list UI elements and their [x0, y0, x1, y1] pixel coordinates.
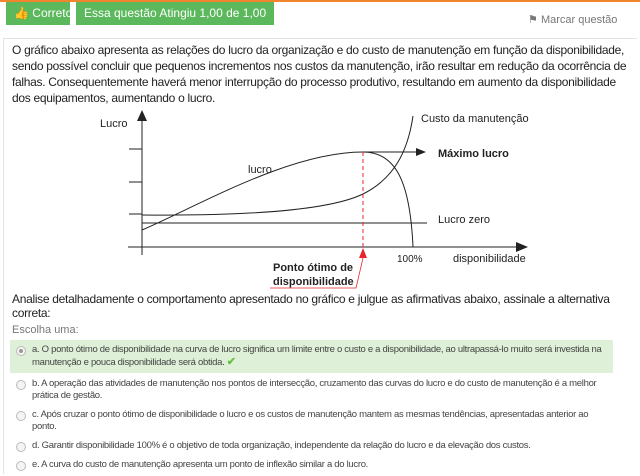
score-badge: Essa questão Atingiu 1,00 de 1,00: [76, 2, 274, 25]
radio-button[interactable]: [16, 442, 26, 452]
x-axis-label: disponibilidade: [453, 253, 526, 265]
optimum-label-line1: Ponto ótimo de: [273, 262, 354, 274]
thumbs-up-icon: 👍: [14, 6, 29, 20]
flag-label: Marcar questão: [540, 14, 618, 26]
radio-button[interactable]: [16, 461, 26, 471]
answer-section: [0, 292, 640, 476]
answer-option-a[interactable]: [10, 340, 613, 373]
choose-label: Escolha uma:: [12, 324, 79, 336]
option-text: e. A curva do custo de manutenção apresenta um ponto de inflexão similar a do lucro.: [32, 459, 369, 470]
radio-button[interactable]: [16, 380, 26, 390]
max-profit-label: Máximo lucro: [438, 148, 509, 160]
zero-profit-label: Lucro zero: [438, 214, 490, 226]
answer-option-e[interactable]: [10, 457, 613, 473]
radio-button[interactable]: [16, 411, 26, 421]
question-text: O gráfico abaixo apresenta as relações do lucro da organização e do custo de manutenção em função da disponibilidade, sendo possível concluir que pequenos incrementos nos custos da manutenção, irão resultar em redução da ocorrência de falhas. Consequentemente haverá menor interrupção do processo produtivo, resultando em aumento da disponibilidade dos equipamentos, aumentando o lucro.: [12, 43, 627, 105]
option-text: c. Após cruzar o ponto ótimo de disponibilidade o lucro e os custos de manutenção mantem as mesmas tendências, apresentadas anterior ao ponto.: [32, 409, 589, 432]
checkmark-icon: ✔: [226, 356, 236, 368]
profit-curve-label: lucro: [248, 164, 272, 176]
radio-button[interactable]: [16, 346, 26, 356]
maintenance-cost-curve: [142, 116, 413, 215]
flag-icon: ⚑: [528, 14, 538, 26]
question-prompt: Analise detalhadamente o comportamento apresentado no gráfico e julgue as afirmativas abaixo, assinale a alternativa correta:: [12, 292, 610, 320]
optimum-label-line2: disponibilidade: [273, 276, 354, 288]
hundred-percent-label: 100%: [397, 254, 423, 265]
optimum-arrowhead: [359, 248, 367, 258]
y-axis-label: Lucro: [100, 118, 128, 130]
max-profit-arrowhead: [416, 148, 426, 156]
correct-label: Correto: [32, 6, 73, 20]
option-text: b. A operação das atividades de manutenção nos pontos de intersecção, cruzamento das curvas do lucro e do custo de manutenção é a melhor prática de gestão.: [32, 378, 597, 401]
answer-option-c[interactable]: [10, 407, 613, 435]
y-axis-arrowhead: [137, 110, 147, 121]
cost-curve-label: Custo da manutenção: [421, 113, 529, 125]
option-text: d. Garantir disponibilidade 100% é o objetivo de toda organização, independente da relação do lucro e da elevação dos custos.: [32, 440, 531, 451]
option-text: a. O ponto ótimo de disponibilidade na curva de lucro significa um limite entre o custo e a disponibilidade, ao ultrapassá-lo muito será investida na manutenção e pouca disponibilidade será obtida.: [32, 344, 602, 368]
profit-curve: [142, 152, 413, 247]
answer-option-b[interactable]: [10, 376, 613, 404]
answer-option-d[interactable]: [10, 438, 613, 454]
x-axis-arrowhead: [516, 242, 528, 252]
